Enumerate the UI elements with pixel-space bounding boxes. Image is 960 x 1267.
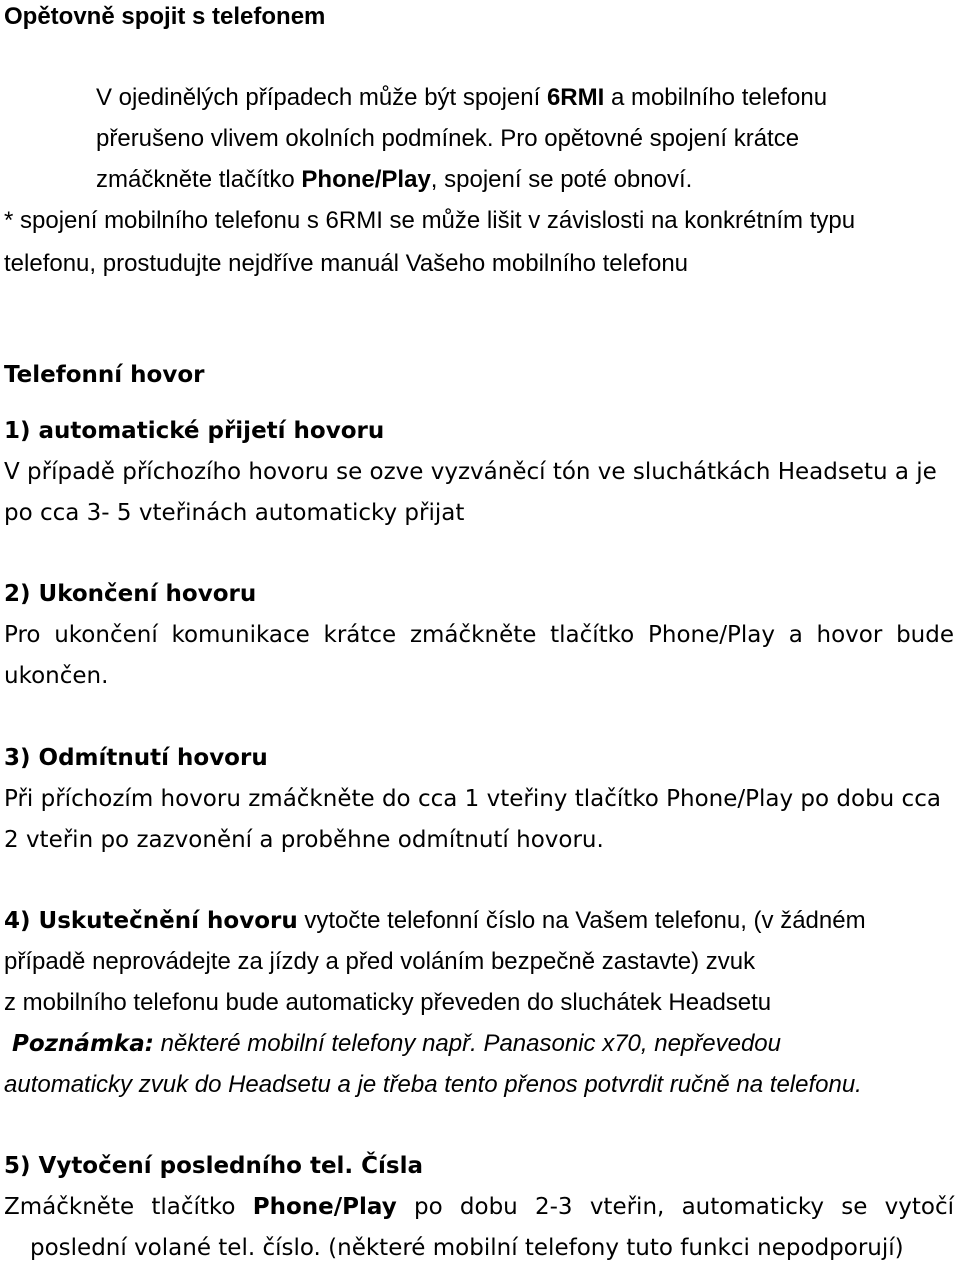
end-call-line-1: Pro ukončení komunikace krátce zmáčkněte tlačítko Phone/Play a hovor bude	[4, 622, 954, 648]
reconnect-note-line-1: * spojení mobilního telefonu s 6RMI se může lišit v závislosti na konkrétním typu	[4, 207, 856, 234]
make-call-line-1	[4, 906, 866, 936]
button-name: Phone/Play	[301, 166, 431, 193]
end-call-line-2: ukončen.	[4, 663, 109, 689]
auto-answer-line-1: V případě příchozího hovoru se ozve vyzváněcí tón ve sluchátkách Headsetu a je	[4, 459, 937, 485]
reject-call-line-1: Při příchozím hovoru zmáčkněte do cca 1 vteřiny tlačítko Phone/Play po dobu cca	[4, 786, 941, 812]
device-name: 6RMI	[546, 84, 605, 111]
section-title-phone-call: Telefonní hovor	[4, 362, 205, 388]
item-heading-redial: 5) Vytočení posledního tel. Čísla	[4, 1153, 424, 1179]
reconnect-text: , spojení se poté obnoví.	[430, 166, 693, 193]
redial-text: Zmáčkněte tlačítko	[4, 1194, 253, 1220]
note-label: Poznámka:	[12, 1031, 154, 1057]
note-text: některé mobilní telefony např. Panasonic x70, nepřevedou	[153, 1030, 781, 1057]
make-call-note-line-1	[12, 1029, 781, 1059]
make-call-text: vytočte telefonní číslo na Vašem telefonu, (v žádném	[297, 907, 866, 934]
reconnect-paragraph-line-2: přerušeno vlivem okolních podmínek. Pro opětovné spojení krátce	[96, 125, 800, 152]
redial-line-2: poslední volané tel. číslo. (některé mobilní telefony tuto funkci nepodporují)	[30, 1235, 904, 1261]
reconnect-paragraph-line-3	[96, 165, 692, 195]
redial-text: po dobu 2-3 vteřin, automaticky se vytočí	[396, 1194, 955, 1220]
item-heading-make-call: 4) Uskutečnění hovoru	[4, 908, 298, 934]
auto-answer-line-2: po cca 3- 5 vteřinách automaticky přijat	[4, 500, 465, 526]
reconnect-text: V ojedinělých případech může být spojení	[96, 84, 547, 111]
reconnect-text: zmáčkněte tlačítko	[96, 166, 302, 193]
reconnect-text: a mobilního telefonu	[604, 84, 828, 111]
reject-call-line-2: 2 vteřin po zazvonění a proběhne odmítnutí hovoru.	[4, 827, 604, 853]
item-heading-reject-call: 3) Odmítnutí hovoru	[4, 745, 268, 771]
make-call-line-3: z mobilního telefonu bude automaticky převeden do sluchátek Headsetu	[4, 989, 772, 1016]
make-call-line-2: případě neprovádejte za jízdy a před voláním bezpečně zastavte) zvuk	[4, 948, 756, 975]
item-heading-end-call: 2) Ukončení hovoru	[4, 581, 257, 607]
reconnect-note-line-2: telefonu, prostudujte nejdříve manuál Vašeho mobilního telefonu	[4, 250, 689, 277]
reconnect-paragraph-line-1	[96, 83, 827, 113]
redial-line-1	[4, 1192, 954, 1222]
section-title-reconnect: Opětovně spojit s telefonem	[4, 3, 326, 30]
make-call-note-line-2: automaticky zvuk do Headsetu a je třeba tento přenos potvrdit ručně na telefonu.	[4, 1071, 862, 1098]
button-name: Phone/Play	[252, 1194, 397, 1220]
item-heading-auto-answer: 1) automatické přijetí hovoru	[4, 418, 385, 444]
